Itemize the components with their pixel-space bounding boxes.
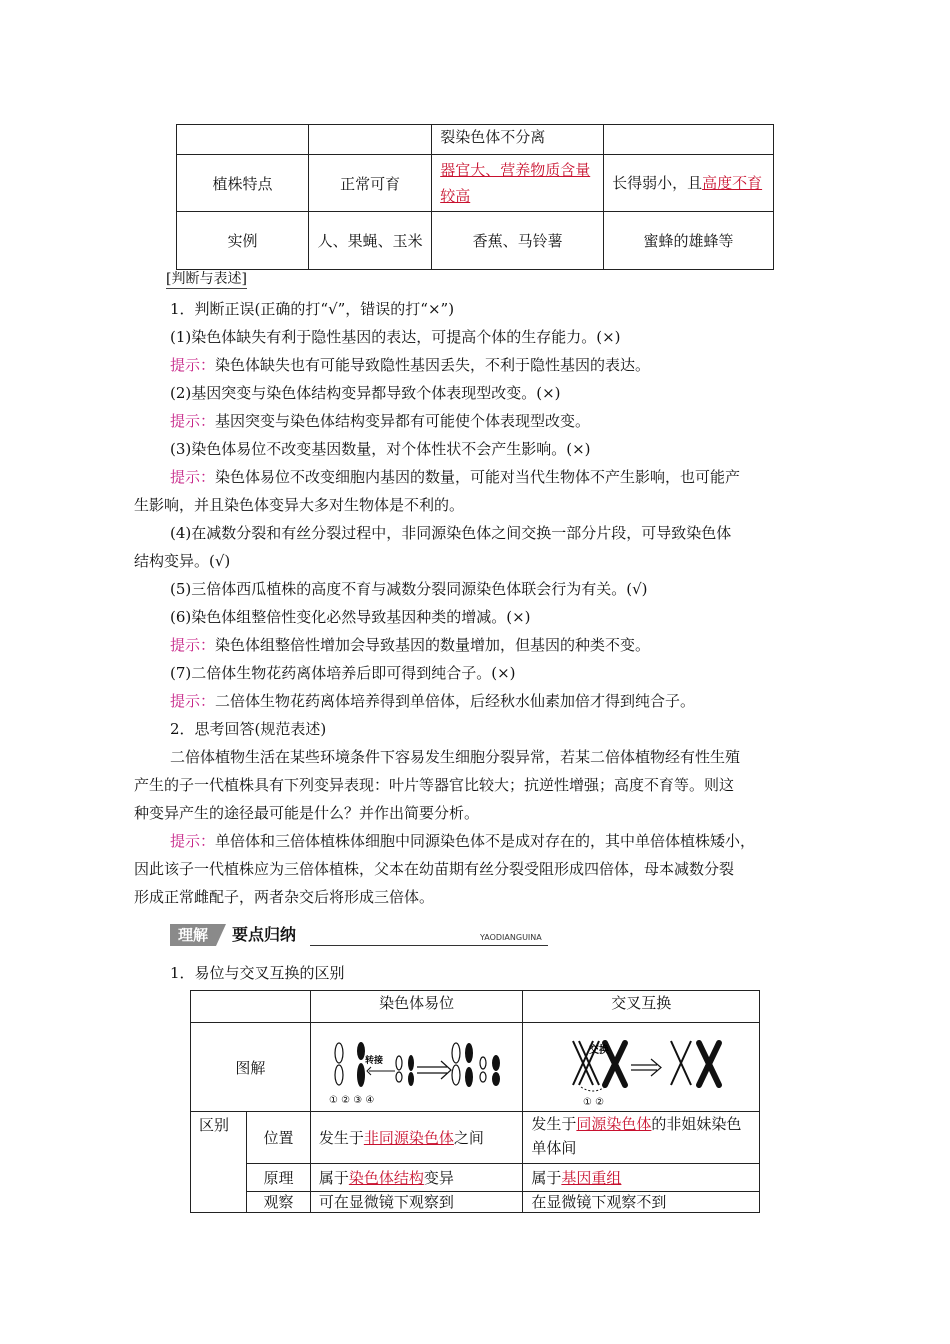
pos-b2: 同源染色体: [576, 1115, 652, 1133]
crossover-diagram: [523, 1023, 760, 1112]
item-1: (1)染色体缺失有利于隐性基因的表达，可提高个体的生存能力。(×): [170, 328, 621, 346]
hint-final-line2: 因此该子一代植株应为三倍体植株，父本在幼苗期有丝分裂受阻形成四倍体，母本减数分裂: [134, 860, 735, 878]
banner-rule: [310, 945, 548, 946]
t1-r0-c3: 裂染色体不分离: [432, 125, 604, 155]
pos-a2: 非同源染色体: [363, 1129, 454, 1147]
t2-pos-b: [523, 1112, 760, 1164]
hint-text: 染色体易位不改变细胞内基因的数量，可能对当代生物体不产生影响，也可能产: [215, 468, 741, 486]
hint-label: 提示：: [170, 692, 216, 710]
hint-label: 提示：: [170, 636, 216, 654]
mech-b2: 基因重组: [561, 1169, 622, 1187]
diag1-label: 转接: [364, 1056, 383, 1066]
t2-pos-a: [310, 1112, 523, 1164]
t1-r2-c4: 蜜蜂的雄蜂等: [604, 212, 774, 270]
t2-mech-label: 原理: [247, 1164, 311, 1192]
mech-a2: 染色体结构: [348, 1169, 424, 1187]
hint-text: 基因突变与染色体结构变异都有可能使个体表现型改变。: [215, 412, 591, 430]
item-4-line1: (4)在减数分裂和有丝分裂过程中，非同源染色体之间交换一部分片段，可导致染色体: [170, 524, 732, 542]
diag2-label: 交换: [589, 1045, 610, 1056]
t2-obs-b: 在显微镜下观察不到: [523, 1192, 760, 1213]
t1-r1-c4: [604, 155, 774, 212]
hint-label: 提示：: [170, 356, 216, 374]
hint-final-line3: 形成正常雌配子，两者杂交后将形成三倍体。: [134, 888, 435, 906]
t1-r0-c1: [177, 125, 309, 155]
section-banner: [170, 924, 548, 946]
mech-a3: 变异: [423, 1169, 454, 1187]
t2-diagram-label: 图解: [191, 1023, 311, 1112]
t2-group-label: 区别: [191, 1112, 247, 1213]
t2-obs-a: 可在显微镜下观察到: [310, 1192, 523, 1213]
hint-final-line1: [170, 830, 755, 851]
t2-pos-label: 位置: [247, 1112, 311, 1164]
item-3: (3)染色体易位不改变基因数量，对个体性状不会产生影响。(×): [170, 440, 591, 458]
q2-line1: 二倍体植物生活在某些环境条件下容易发生细胞分裂异常，若某二倍体植物经有性生殖: [170, 748, 741, 766]
hint-3-line2: 生影响，并且染色体变异大多对生物体是不利的。: [134, 496, 465, 514]
hint-text: 染色体缺失也有可能导致隐性基因丢失，不利于隐性基因的表达。: [215, 356, 651, 374]
hint-7: [170, 690, 695, 711]
pos-a3: 之间: [453, 1129, 484, 1147]
t1-r0-c2: [309, 125, 432, 155]
translocation-diagram: [310, 1023, 523, 1112]
t1-r2-c2: 人、果蝇、玉米: [309, 212, 432, 270]
hint-label: 提示：: [170, 412, 216, 430]
t2-head-c1: [191, 991, 311, 1023]
q1-title: 1．判断正误(正确的打“√”，错误的打“×”): [170, 300, 455, 318]
section-tag: [判断与表述]: [166, 268, 247, 289]
hint-6: [170, 634, 650, 655]
item-5: (5)三倍体西瓜植株的高度不育与减数分裂同源染色体联会行为有关。(√): [170, 580, 648, 598]
t2-head-c3: 交叉互换: [523, 991, 760, 1023]
translocation-crossover-table: [190, 990, 760, 1213]
banner-pinyin: YAODIANGUINA: [480, 933, 542, 942]
diag2-numbers: ① ②: [583, 1097, 605, 1107]
hint-3-line1: [170, 466, 740, 487]
t2-mech-a: [310, 1164, 523, 1192]
t1-r1-c3: [432, 155, 604, 212]
crossover-svg: [523, 1023, 755, 1107]
mech-b1: 属于: [531, 1169, 562, 1187]
t1-r1-c1: 植株特点: [177, 155, 309, 212]
hint-text: 单倍体和三倍体植株体细胞中同源染色体不是成对存在的，其中单倍体植株矮小，: [215, 832, 756, 850]
t1-r1-c4-b: 高度不育: [702, 174, 763, 192]
t2-mech-b: [523, 1164, 760, 1192]
t1-r2-c3: 香蕉、马铃薯: [432, 212, 604, 270]
hint-text: 二倍体生物花药离体培养得到单倍体，后经秋水仙素加倍才得到纯合子。: [215, 692, 696, 710]
t1-r1-c2: 正常可育: [309, 155, 432, 212]
banner-slant: [216, 924, 226, 946]
q2-line3: 种变异产生的途径最可能是什么？并作出简要分析。: [134, 804, 480, 822]
pos-b1: 发生于: [531, 1115, 577, 1133]
item-4-line2: 结构变异。(√): [134, 552, 231, 570]
diag1-numbers: ① ② ③ ④: [328, 1095, 375, 1106]
hint-1: [170, 354, 650, 375]
banner-title: 要点归纳: [232, 925, 297, 944]
t1-r1-c3-text: 器官大、营养物质含量较高: [440, 161, 591, 205]
item-7: (7)二倍体生物花药离体培养后即可得到纯合子。(×): [170, 664, 516, 682]
q2-line2: 产生的子一代植株具有下列变异表现：叶片等器官比较大；抗逆性增强；高度不育等。则这: [134, 776, 735, 794]
item-2: (2)基因突变与染色体结构变异都导致个体表现型改变。(×): [170, 384, 561, 402]
t1-r0-c4: [604, 125, 774, 155]
hint-label: 提示：: [170, 832, 216, 850]
hint-label: 提示：: [170, 468, 216, 486]
pos-a1: 发生于: [318, 1129, 364, 1147]
comparison-table-top: [176, 124, 774, 270]
sub1-title: 1．易位与交叉互换的区别: [170, 964, 345, 982]
hint-text: 染色体组整倍性增加会导致基因的数量增加，但基因的种类不变。: [215, 636, 651, 654]
t2-head-c2: 染色体易位: [310, 991, 523, 1023]
t2-obs-label: 观察: [247, 1192, 311, 1213]
translocation-svg: [311, 1023, 519, 1107]
pos-b3: 的非姐妹染色单体间: [531, 1115, 742, 1157]
mech-a1: 属于: [318, 1169, 349, 1187]
hint-2: [170, 410, 590, 431]
t1-r1-c4-a: 长得弱小，且: [612, 174, 703, 192]
banner-tag: 理解: [170, 924, 216, 946]
q2-title: 2．思考回答(规范表述): [170, 720, 327, 738]
item-6: (6)染色体组整倍性变化必然导致基因种类的增减。(×): [170, 608, 531, 626]
t1-r2-c1: 实例: [177, 212, 309, 270]
